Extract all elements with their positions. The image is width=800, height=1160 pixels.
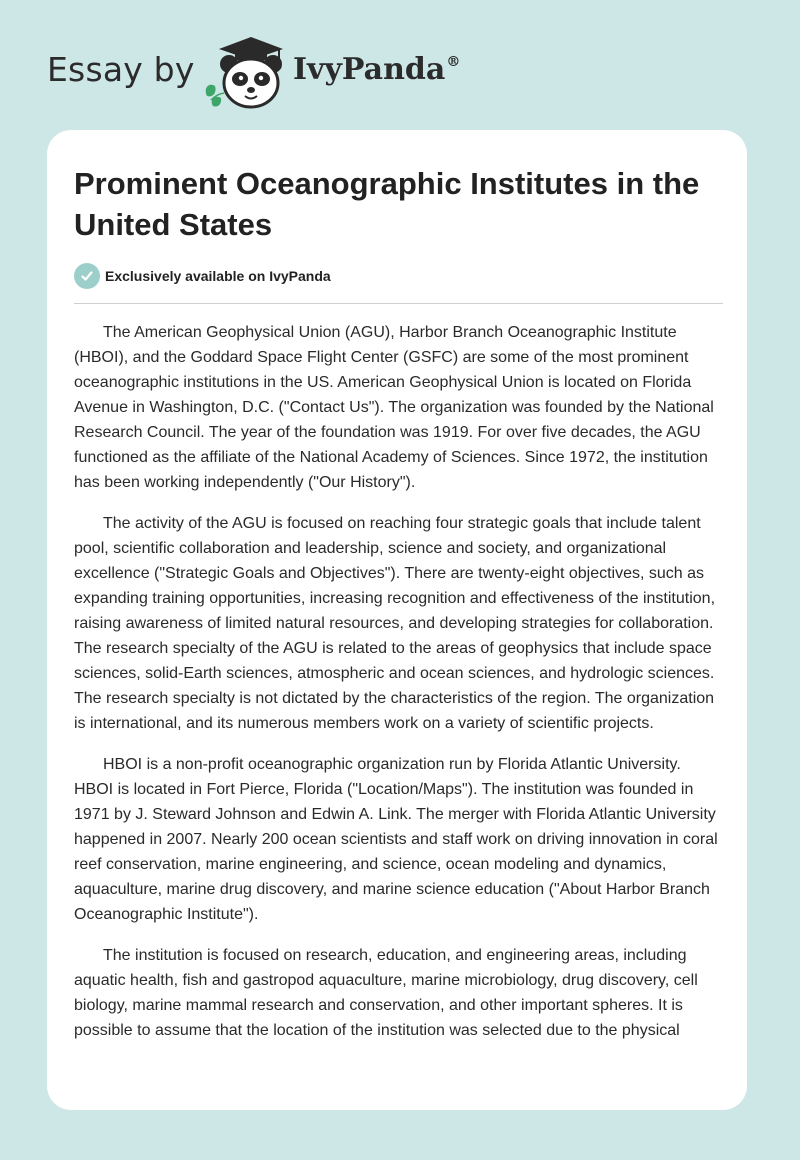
essay-paragraph: HBOI is a non-profit oceanographic organization run by Florida Atlantic University. HBOI is located in Fort Pierce, Florida ("Location/Maps"). The institution was founded in 1971 by J. Steward Johnson and Edwin A. Link. The merger with Florida Atlantic University happened in 2007. Nearly 200 ocean scientists and staff work on driving innovation in coral reef conservation, marine engineering, and science, ocean modeling and dynamics, aquaculture, marine drug discovery, and marine science education ("About Harbor Branch Oceanographic Institute").: [74, 756, 718, 923]
title-divider: [74, 303, 723, 304]
registered-mark: ®: [446, 54, 461, 70]
essay-title: Prominent Oceanographic Institutes in the United States: [74, 166, 700, 242]
essay-card: [47, 130, 747, 1110]
panda-logo-icon[interactable]: [197, 36, 297, 110]
brand-header: [47, 36, 467, 110]
essay-paragraph: The institution is focused on research, education, and engineering areas, including aquatic health, fish and gastropod aquaculture, marine microbiology, drug discovery, cell biology, marine mammal research and conservation, and other important spheres. It is possible to assume that the location of the institution was selected due to the physical: [74, 947, 698, 1039]
essay-paragraph: The American Geophysical Union (AGU), Harbor Branch Oceanographic Institute (HBOI), and the Goddard Space Flight Center (GSFC) are some of the most prominent oceanographic institutions in the US. American Geophysical Union is located on Florida Avenue in Washington, D.C. ("Contact Us"). The organization was founded by the National Research Council. The year of the foundation was 1919. For over five decades, the AGU functioned as the affiliate of the National Academy of Sciences. Since 1972, the institution has been working independently ("Our History").: [74, 324, 714, 491]
essay-body: [74, 320, 724, 1059]
brand-name[interactable]: IvyPanda®: [293, 52, 461, 87]
brand-prefix: Essay by: [47, 50, 195, 89]
check-circle-icon: [74, 263, 100, 289]
exclusive-badge: [74, 263, 331, 289]
essay-paragraph: The activity of the AGU is focused on reaching four strategic goals that include talent pool, scientific collaboration and leadership, science and society, and organizational excellence ("Strategic Goals and Objectives"). There are twenty-eight objectives, such as expanding training opportunities, increasing recognition and effectiveness of the institution, raising awareness of limited natural resources, and developing strategies for collaboration. The research specialty of the AGU is related to the areas of geophysics that include space sciences, solid-Earth sciences, atmospheric and ocean sciences, and hydrologic sciences. The research specialty is not dictated by the characteristics of the region. The organization is international, and its numerous members work on a variety of scientific projects.: [74, 515, 716, 732]
exclusive-label: Exclusively available on IvyPanda: [105, 268, 331, 284]
